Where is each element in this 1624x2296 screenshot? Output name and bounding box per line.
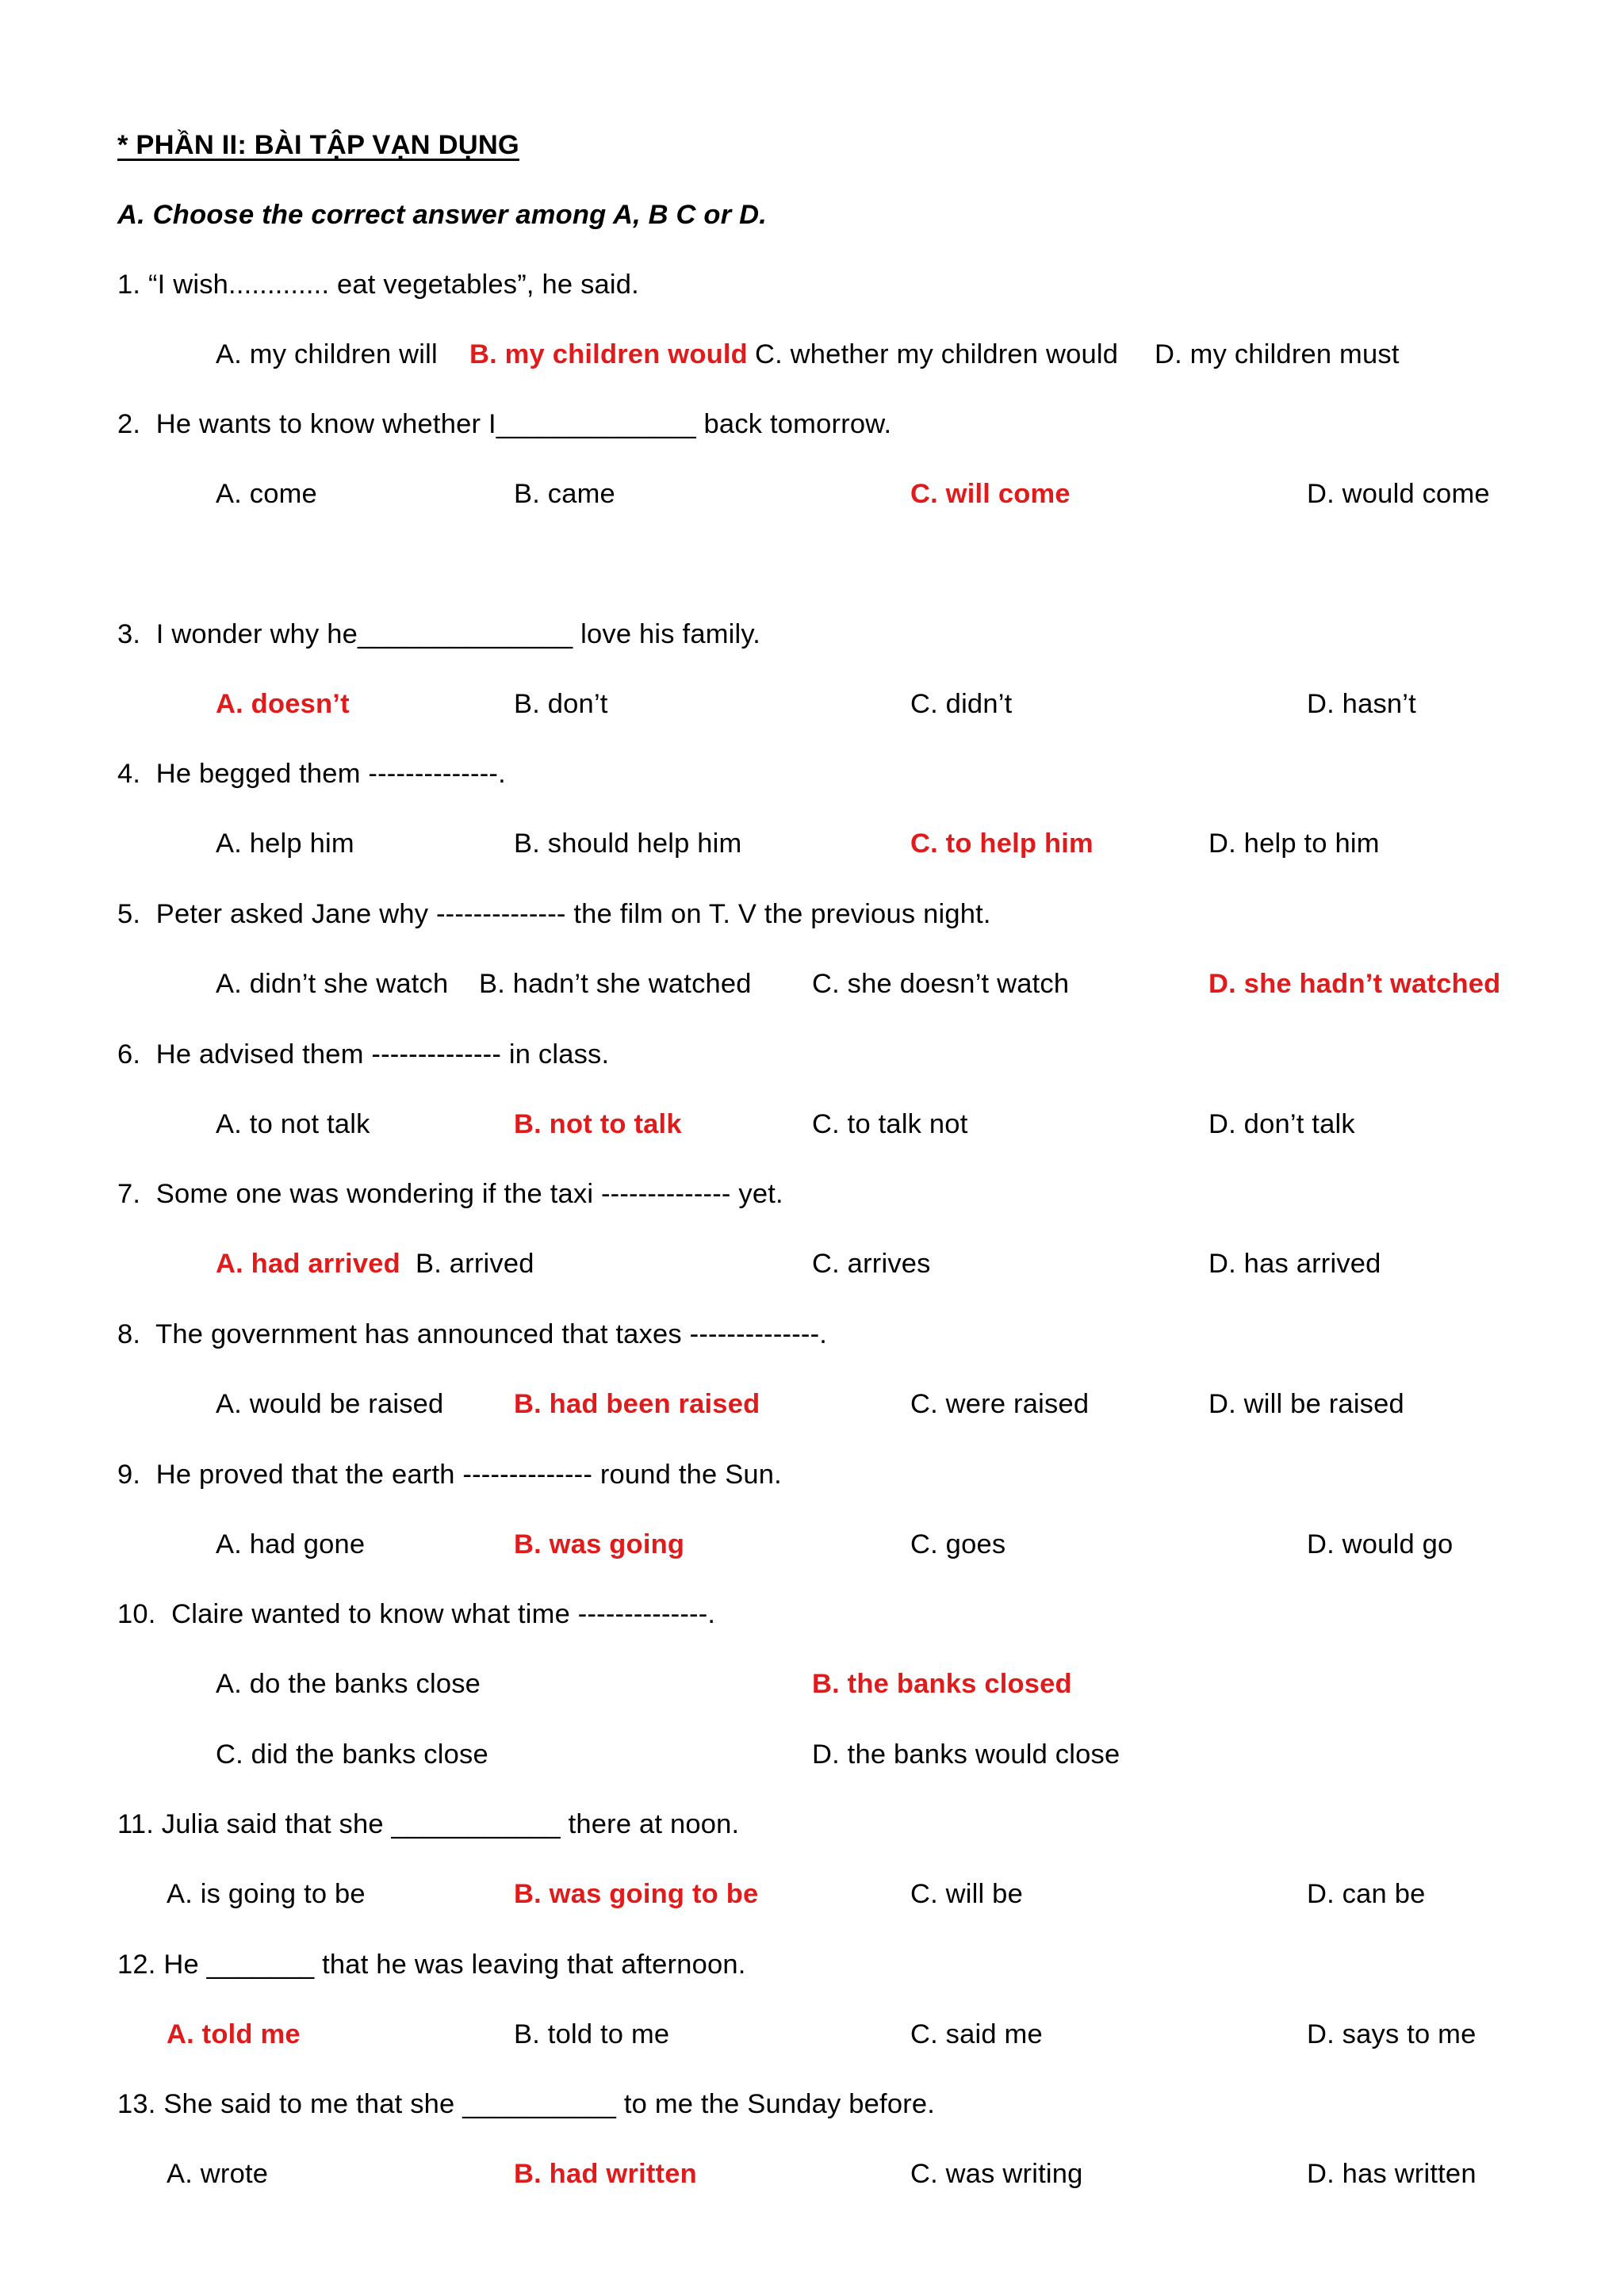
question-5-option-d-correct: D. she hadn’t watched [1208, 969, 1501, 999]
question-11-option-b-correct: B. was going to be [514, 1879, 759, 1909]
section-header: * PHẦN II: BÀI TẬP VẠN DỤNG [117, 130, 519, 160]
question-3-option-d: D. hasn’t [1307, 689, 1416, 719]
question-6-option-b-correct: B. not to talk [514, 1109, 682, 1139]
question-2-option-a: A. come [216, 479, 317, 509]
question-4-option-c-correct: C. to help him [910, 828, 1094, 859]
question-3-option-c: C. didn’t [910, 689, 1013, 719]
question-4-option-a: A. help him [216, 828, 354, 859]
question-9-option-c: C. goes [910, 1529, 1006, 1559]
question-6-text: 6. He advised them -------------- in class. [117, 1039, 610, 1070]
question-8-option-b-correct: B. had been raised [514, 1389, 760, 1419]
question-4-option-d: D. help to him [1208, 828, 1380, 859]
question-4-text: 4. He begged them --------------. [117, 759, 506, 789]
question-10-text: 10. Claire wanted to know what time --------------. [117, 1599, 716, 1629]
question-2-text: 2. He wants to know whether I_____________ back tomorrow. [117, 409, 892, 439]
question-2-option-c-correct: C. will come [910, 479, 1071, 509]
question-7-option-b: B. arrived [416, 1249, 534, 1279]
question-3-option-b: B. don’t [514, 689, 608, 719]
question-9-option-d: D. would go [1307, 1529, 1454, 1559]
question-10-option-b-correct: B. the banks closed [812, 1669, 1072, 1699]
question-1-option-c: C. whether my children would [755, 339, 1119, 369]
question-12-option-c: C. said me [910, 2019, 1043, 2049]
question-1-text: 1. “I wish............. eat vegetables”, he said. [117, 270, 639, 300]
question-12-option-b: B. told to me [514, 2019, 670, 2049]
question-6-option-d: D. don’t talk [1208, 1109, 1355, 1139]
question-13-option-c: C. was writing [910, 2159, 1083, 2189]
question-3-option-a-correct: A. doesn’t [216, 689, 350, 719]
question-13-text: 13. She said to me that she __________ to me the Sunday before. [117, 2089, 936, 2119]
question-10-option-d: D. the banks would close [812, 1739, 1120, 1770]
question-5-option-c: C. she doesn’t watch [812, 969, 1070, 999]
question-10-option-a: A. do the banks close [216, 1669, 481, 1699]
question-11-option-a: A. is going to be [167, 1879, 366, 1909]
question-1-option-a: A. my children will [216, 339, 438, 369]
question-8-option-a: A. would be raised [216, 1389, 444, 1419]
question-7-option-a-correct: A. had arrived [216, 1249, 400, 1279]
question-6-option-c: C. to talk not [812, 1109, 968, 1139]
question-7-text: 7. Some one was wondering if the taxi -------------- yet. [117, 1179, 783, 1209]
question-7-option-c: C. arrives [812, 1249, 931, 1279]
question-8-text: 8. The government has announced that taxes --------------. [117, 1319, 828, 1349]
question-8-option-d: D. will be raised [1208, 1389, 1404, 1419]
question-2-option-b: B. came [514, 479, 615, 509]
question-5-option-a: A. didn’t she watch [216, 969, 449, 999]
question-2-option-d: D. would come [1307, 479, 1490, 509]
question-9-option-a: A. had gone [216, 1529, 366, 1559]
question-4-option-b: B. should help him [514, 828, 742, 859]
question-5-option-b: B. hadn’t she watched [479, 969, 752, 999]
question-11-text: 11. Julia said that she ___________ there at noon. [117, 1809, 740, 1839]
question-13-option-b-correct: B. had written [514, 2159, 697, 2189]
question-7-option-d: D. has arrived [1208, 1249, 1381, 1279]
instruction: A. Choose the correct answer among A, B C or D. [117, 200, 768, 230]
question-12-option-a-correct: A. told me [167, 2019, 301, 2049]
question-11-option-d: D. can be [1307, 1879, 1426, 1909]
question-12-option-d: D. says to me [1307, 2019, 1477, 2049]
question-9-text: 9. He proved that the earth -------------- round the Sun. [117, 1460, 782, 1490]
question-1-option-d: D. my children must [1155, 339, 1400, 369]
question-9-option-b-correct: B. was going [514, 1529, 685, 1559]
question-6-option-a: A. to not talk [216, 1109, 370, 1139]
question-1-option-b-correct: B. my children would [469, 339, 748, 369]
question-5-text: 5. Peter asked Jane why -------------- the film on T. V the previous night. [117, 899, 991, 929]
question-13-option-d: D. has written [1307, 2159, 1477, 2189]
question-8-option-c: C. were raised [910, 1389, 1090, 1419]
question-13-option-a: A. wrote [167, 2159, 269, 2189]
question-3-text: 3. I wonder why he______________ love his family. [117, 619, 761, 649]
question-11-option-c: C. will be [910, 1879, 1023, 1909]
question-12-text: 12. He _______ that he was leaving that afternoon. [117, 1950, 746, 1980]
question-10-option-c: C. did the banks close [216, 1739, 488, 1770]
